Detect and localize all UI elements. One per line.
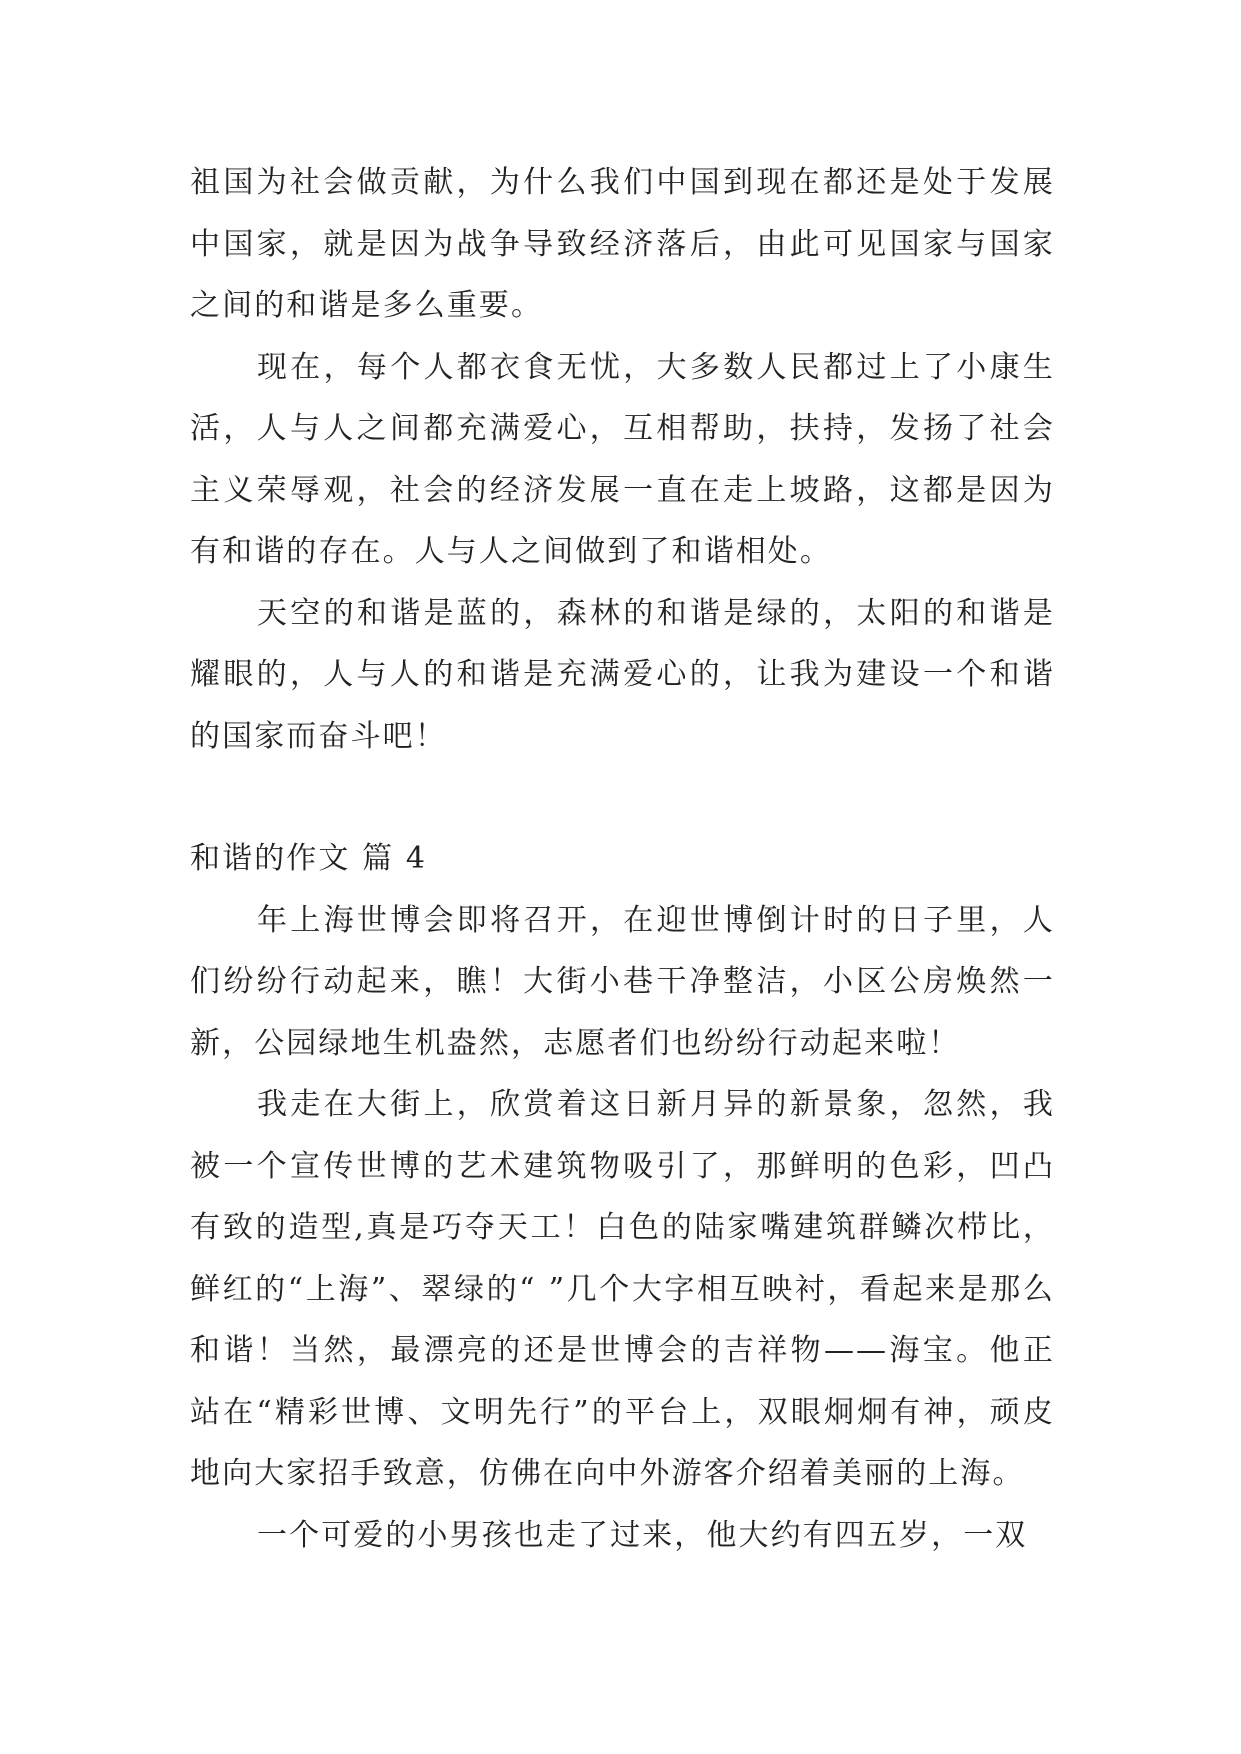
paragraph: 一个可爱的小男孩也走了过来，他大约有四五岁，一双 [257,1517,1028,1553]
paragraph: 我走在大街上，欣赏着这日新月异的新景象，忽然，我被一个宣传世博的艺术建筑物吸引了，那鲜明的色彩，凹凸有致的造型,真是巧夺天工！白色的陆家嘴建筑群鳞次栉比，鲜红的“上海”、翠绿的“ ”几个大字相互映衬，看起来是那么和谐！当然，最漂亮的还是世博会的吉祥物——海宝。他正站在“精彩世博、文明先行”的平台上，双眼炯炯有神，顽皮地向大家招手致意，仿佛在向中外游客介绍着美丽的上海。 [190,1087,1055,1491]
document-body [190,152,1055,1566]
paragraph: 年上海世博会即将召开，在迎世博倒计时的日子里，人们纷纷行动起来，瞧！大街小巷干净整洁，小区公房焕然一新，公园绿地生机盎然，志愿者们也纷纷行动起来啦！ [190,902,1055,1061]
section-title: 和谐的作文 篇 4 [190,841,428,876]
paragraph: 祖国为社会做贡献，为什么我们中国到现在都还是处于发展中国家，就是因为战争导致经济落后，由此可见国家与国家之间的和谐是多么重要。 [190,165,1055,323]
paragraph: 天空的和谐是蓝的，森林的和谐是绿的，太阳的和谐是耀眼的，人与人的和谐是充满爱心的，让我为建设一个和谐的国家而奋斗吧！ [190,595,1055,754]
paragraph: 现在，每个人都衣食无忧，大多数人民都过上了小康生活，人与人之间都充满爱心，互相帮助，扶持，发扬了社会主义荣辱观，社会的经济发展一直在走上坡路，这都是因为有和谐的存在。人与人之间做到了和谐相处。 [190,349,1055,569]
